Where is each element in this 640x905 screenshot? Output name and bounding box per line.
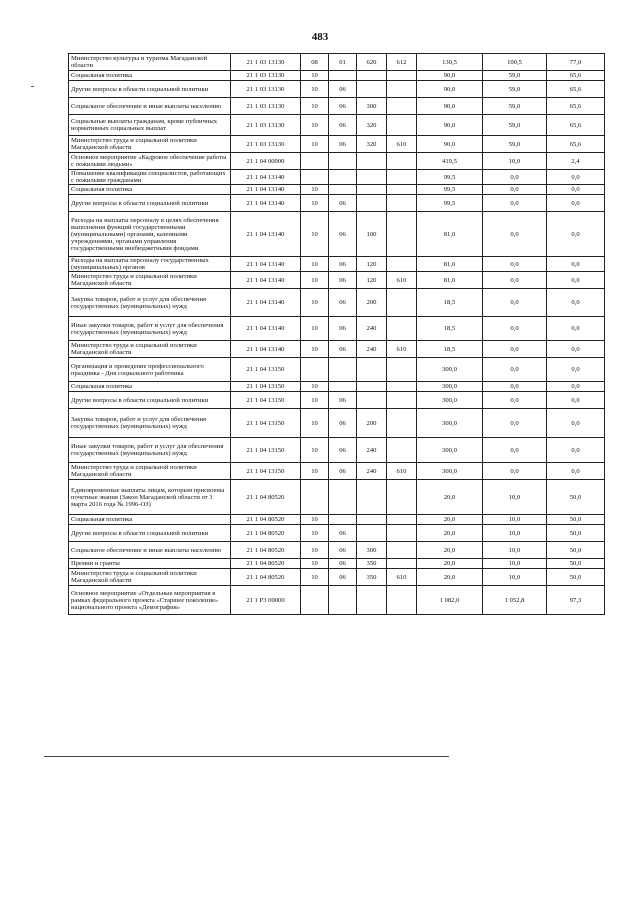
footer-rule	[44, 756, 449, 757]
table-row	[69, 382, 605, 392]
row-section: 10	[301, 392, 329, 409]
row-target-code: 21 1 04 13140	[231, 185, 301, 195]
row-section: 10	[301, 341, 329, 358]
row-admin-code: 610	[387, 569, 417, 586]
table-row	[69, 289, 605, 317]
row-target-code: 21 1 04 13140	[231, 170, 301, 185]
row-executed: 0,0	[483, 195, 547, 212]
row-section: 10	[301, 257, 329, 272]
row-subsection: 06	[329, 195, 357, 212]
row-executed: 0,0	[483, 341, 547, 358]
row-admin-code: 610	[387, 136, 417, 153]
row-plan: 99,5	[417, 185, 483, 195]
row-target-code: 21 1 04 00000	[231, 153, 301, 170]
table-row	[69, 212, 605, 257]
row-percent: 0,0	[547, 438, 605, 463]
row-plan: 90,0	[417, 71, 483, 81]
row-name: Повышение квалификации специалистов, работающих с пожилыми гражданами	[69, 170, 231, 185]
table-row	[69, 71, 605, 81]
row-percent: 0,0	[547, 358, 605, 382]
row-expense-type	[357, 586, 387, 615]
row-subsection	[329, 358, 357, 382]
table-row	[69, 195, 605, 212]
row-section	[301, 153, 329, 170]
row-executed: 0,0	[483, 463, 547, 480]
row-name: Основное мероприятие «Отдельные мероприятия в рамках федерального проекта «Старшее поколение» национального проекта «Демография»	[69, 586, 231, 615]
table-row	[69, 54, 605, 71]
row-expense-type: 120	[357, 272, 387, 289]
table-row	[69, 463, 605, 480]
row-target-code: 21 1 03 13130	[231, 115, 301, 136]
row-name: Другие вопросы в области социальной политики	[69, 525, 231, 542]
row-executed: 10,0	[483, 569, 547, 586]
row-percent: 2,4	[547, 153, 605, 170]
row-percent: 65,6	[547, 98, 605, 115]
row-subsection: 06	[329, 272, 357, 289]
row-subsection: 06	[329, 341, 357, 358]
row-admin-code	[387, 81, 417, 98]
table-row	[69, 525, 605, 542]
row-percent: 0,0	[547, 257, 605, 272]
row-section	[301, 170, 329, 185]
row-plan: 81,0	[417, 212, 483, 257]
row-target-code: 21 1 04 80520	[231, 569, 301, 586]
row-percent: 50,0	[547, 559, 605, 569]
row-executed: 10,0	[483, 559, 547, 569]
row-target-code: 21 1 04 13140	[231, 212, 301, 257]
row-percent: 0,0	[547, 392, 605, 409]
row-subsection	[329, 153, 357, 170]
row-percent: 0,0	[547, 170, 605, 185]
row-name: Социальное обеспечение и иные выплаты населению	[69, 542, 231, 559]
row-plan: 18,5	[417, 289, 483, 317]
scan-mark	[31, 86, 34, 87]
row-section	[301, 480, 329, 515]
row-section: 10	[301, 195, 329, 212]
row-percent: 0,0	[547, 195, 605, 212]
row-name: Иные закупки товаров, работ и услуг для обеспечения государственных (муниципальных) нужд	[69, 438, 231, 463]
table-row	[69, 480, 605, 515]
row-subsection: 01	[329, 54, 357, 71]
row-section: 10	[301, 463, 329, 480]
row-name: Министерство труда и социальной политики Магаданской области	[69, 463, 231, 480]
row-percent: 77,0	[547, 54, 605, 71]
row-expense-type: 240	[357, 341, 387, 358]
budget-table-body	[69, 54, 605, 615]
row-plan: 300,0	[417, 392, 483, 409]
row-subsection: 06	[329, 542, 357, 559]
row-subsection: 06	[329, 392, 357, 409]
row-section: 10	[301, 272, 329, 289]
row-name: Социальное обеспечение и иные выплаты населению	[69, 98, 231, 115]
row-target-code: 21 1 04 80520	[231, 525, 301, 542]
row-subsection	[329, 515, 357, 525]
row-admin-code	[387, 317, 417, 341]
table-row	[69, 341, 605, 358]
row-plan: 20,0	[417, 515, 483, 525]
row-subsection: 06	[329, 98, 357, 115]
row-plan: 1 082,0	[417, 586, 483, 615]
row-expense-type: 200	[357, 289, 387, 317]
row-plan: 300,0	[417, 358, 483, 382]
row-subsection: 06	[329, 136, 357, 153]
row-name: Другие вопросы в области социальной политики	[69, 195, 231, 212]
row-subsection	[329, 71, 357, 81]
row-section: 10	[301, 569, 329, 586]
row-executed: 10,0	[483, 515, 547, 525]
row-name: Закупка товаров, работ и услуг для обеспечения государственных (муниципальных) нужд	[69, 289, 231, 317]
row-target-code: 21 1 03 13130	[231, 136, 301, 153]
table-row	[69, 559, 605, 569]
row-subsection	[329, 480, 357, 515]
table-row	[69, 409, 605, 438]
row-admin-code	[387, 185, 417, 195]
row-name: Министерство труда и социальной политики Магаданской области	[69, 569, 231, 586]
row-percent: 65,6	[547, 136, 605, 153]
row-executed: 100,5	[483, 54, 547, 71]
row-percent: 0,0	[547, 272, 605, 289]
row-subsection: 06	[329, 559, 357, 569]
row-expense-type: 320	[357, 136, 387, 153]
row-executed: 0,0	[483, 358, 547, 382]
row-name: Основное мероприятие «Кадровое обеспечение работы с пожилыми людьми»	[69, 153, 231, 170]
row-expense-type	[357, 392, 387, 409]
row-name: Иные закупки товаров, работ и услуг для обеспечения государственных (муниципальных) нужд	[69, 317, 231, 341]
row-executed: 10,0	[483, 153, 547, 170]
row-percent: 50,0	[547, 569, 605, 586]
row-plan: 419,5	[417, 153, 483, 170]
row-name: Министерство труда и социальной политики Магаданской области	[69, 136, 231, 153]
row-percent: 0,0	[547, 341, 605, 358]
row-name: Социальная политика	[69, 185, 231, 195]
row-plan: 99,5	[417, 170, 483, 185]
row-expense-type	[357, 185, 387, 195]
page-number: 483	[311, 31, 329, 43]
table-row	[69, 569, 605, 586]
table-row	[69, 438, 605, 463]
row-percent: 0,0	[547, 463, 605, 480]
row-name: Расходы на выплаты персоналу в целях обеспечения выполнения функций государственными (муниципальными) органами, казенными учреждениями, органами управления государственными внебюджетными фондами	[69, 212, 231, 257]
row-name: Социальная политика	[69, 71, 231, 81]
row-expense-type: 300	[357, 98, 387, 115]
row-admin-code	[387, 559, 417, 569]
row-admin-code	[387, 542, 417, 559]
row-admin-code	[387, 382, 417, 392]
row-expense-type	[357, 525, 387, 542]
row-subsection	[329, 170, 357, 185]
row-expense-type	[357, 382, 387, 392]
row-plan: 300,0	[417, 382, 483, 392]
row-percent: 0,0	[547, 409, 605, 438]
row-section: 10	[301, 81, 329, 98]
row-admin-code	[387, 195, 417, 212]
table-row	[69, 81, 605, 98]
row-section: 10	[301, 525, 329, 542]
row-percent: 65,6	[547, 115, 605, 136]
row-expense-type: 100	[357, 212, 387, 257]
row-plan: 300,0	[417, 409, 483, 438]
table-row	[69, 170, 605, 185]
row-expense-type	[357, 515, 387, 525]
row-section: 10	[301, 71, 329, 81]
row-subsection: 06	[329, 569, 357, 586]
row-plan: 18,5	[417, 317, 483, 341]
row-name: Другие вопросы в области социальной политики	[69, 392, 231, 409]
row-expense-type	[357, 195, 387, 212]
row-section: 10	[301, 559, 329, 569]
row-subsection: 06	[329, 463, 357, 480]
row-section: 08	[301, 54, 329, 71]
row-name: Министерство труда и социальной политики Магаданской области	[69, 341, 231, 358]
row-percent: 50,0	[547, 542, 605, 559]
budget-table	[68, 53, 605, 615]
table-row	[69, 392, 605, 409]
row-percent: 50,0	[547, 480, 605, 515]
row-executed: 10,0	[483, 480, 547, 515]
row-admin-code: 610	[387, 272, 417, 289]
table-row	[69, 317, 605, 341]
row-executed: 59,0	[483, 71, 547, 81]
row-target-code: 21 1 04 13150	[231, 358, 301, 382]
row-plan: 90,0	[417, 115, 483, 136]
row-admin-code: 612	[387, 54, 417, 71]
row-admin-code	[387, 358, 417, 382]
row-target-code: 21 1 03 13130	[231, 98, 301, 115]
table-row	[69, 586, 605, 615]
row-admin-code	[387, 170, 417, 185]
row-executed: 0,0	[483, 409, 547, 438]
row-subsection: 06	[329, 289, 357, 317]
row-percent: 0,0	[547, 185, 605, 195]
row-admin-code	[387, 257, 417, 272]
row-subsection: 06	[329, 81, 357, 98]
row-subsection: 06	[329, 525, 357, 542]
row-target-code: 21 1 04 80520	[231, 559, 301, 569]
row-target-code: 21 1 04 13150	[231, 438, 301, 463]
row-executed: 10,0	[483, 525, 547, 542]
table-row	[69, 515, 605, 525]
row-target-code: 21 1 03 13130	[231, 54, 301, 71]
row-expense-type: 300	[357, 542, 387, 559]
row-subsection: 06	[329, 317, 357, 341]
row-percent: 50,0	[547, 515, 605, 525]
row-admin-code	[387, 153, 417, 170]
row-expense-type	[357, 358, 387, 382]
table-row	[69, 98, 605, 115]
row-name: Министерство труда и социальной политики Магаданской области	[69, 272, 231, 289]
row-expense-type: 620	[357, 54, 387, 71]
row-target-code: 21 1 04 80520	[231, 542, 301, 559]
row-subsection: 06	[329, 257, 357, 272]
row-name: Другие вопросы в области социальной политики	[69, 81, 231, 98]
row-name: Премии и гранты	[69, 559, 231, 569]
row-subsection: 06	[329, 438, 357, 463]
row-expense-type: 350	[357, 569, 387, 586]
row-expense-type	[357, 81, 387, 98]
row-executed: 0,0	[483, 170, 547, 185]
row-percent: 97,3	[547, 586, 605, 615]
row-expense-type: 240	[357, 438, 387, 463]
row-section: 10	[301, 136, 329, 153]
row-expense-type	[357, 480, 387, 515]
row-admin-code	[387, 480, 417, 515]
table-row	[69, 542, 605, 559]
row-executed: 0,0	[483, 317, 547, 341]
row-target-code: 21 1 04 13150	[231, 463, 301, 480]
row-target-code: 21 1 04 13150	[231, 392, 301, 409]
row-expense-type: 350	[357, 559, 387, 569]
row-percent: 0,0	[547, 382, 605, 392]
table-row	[69, 272, 605, 289]
row-subsection	[329, 586, 357, 615]
row-admin-code	[387, 586, 417, 615]
row-expense-type: 120	[357, 257, 387, 272]
row-subsection	[329, 185, 357, 195]
row-executed: 0,0	[483, 257, 547, 272]
row-expense-type: 320	[357, 115, 387, 136]
table-row	[69, 185, 605, 195]
row-executed: 0,0	[483, 382, 547, 392]
row-section	[301, 586, 329, 615]
row-executed: 59,0	[483, 98, 547, 115]
row-executed: 0,0	[483, 185, 547, 195]
row-name: Организация и проведение профессионального праздника - Дня социального работника	[69, 358, 231, 382]
row-percent: 65,6	[547, 81, 605, 98]
row-section: 10	[301, 409, 329, 438]
row-expense-type: 200	[357, 409, 387, 438]
row-section: 10	[301, 212, 329, 257]
table-row	[69, 115, 605, 136]
row-executed: 0,0	[483, 212, 547, 257]
row-expense-type	[357, 153, 387, 170]
row-section: 10	[301, 542, 329, 559]
row-target-code: 21 1 04 13140	[231, 272, 301, 289]
row-target-code: 21 1 04 13140	[231, 289, 301, 317]
row-target-code: 21 1 04 13140	[231, 195, 301, 212]
row-subsection: 06	[329, 115, 357, 136]
row-plan: 99,5	[417, 195, 483, 212]
row-plan: 20,0	[417, 525, 483, 542]
row-admin-code	[387, 212, 417, 257]
row-percent: 0,0	[547, 289, 605, 317]
row-percent: 65,6	[547, 71, 605, 81]
row-plan: 130,5	[417, 54, 483, 71]
row-name: Министерство культуры и туризма Магаданской области	[69, 54, 231, 71]
row-name: Расходы на выплаты персоналу государственных (муниципальных) органов	[69, 257, 231, 272]
row-name: Социальная политика	[69, 382, 231, 392]
row-admin-code	[387, 98, 417, 115]
table-row	[69, 153, 605, 170]
row-section: 10	[301, 98, 329, 115]
row-percent: 0,0	[547, 317, 605, 341]
row-subsection: 06	[329, 212, 357, 257]
row-plan: 90,0	[417, 98, 483, 115]
row-executed: 0,0	[483, 289, 547, 317]
row-section: 10	[301, 185, 329, 195]
table-row	[69, 136, 605, 153]
row-admin-code: 610	[387, 463, 417, 480]
row-plan: 20,0	[417, 480, 483, 515]
row-plan: 90,0	[417, 81, 483, 98]
row-section: 10	[301, 115, 329, 136]
row-executed: 10,0	[483, 542, 547, 559]
row-target-code: 21 1 04 13140	[231, 341, 301, 358]
row-admin-code	[387, 392, 417, 409]
row-expense-type: 240	[357, 463, 387, 480]
row-plan: 20,0	[417, 559, 483, 569]
row-plan: 300,0	[417, 438, 483, 463]
row-admin-code: 610	[387, 341, 417, 358]
row-executed: 59,0	[483, 115, 547, 136]
row-name: Единовременные выплаты лицам, которым присвоены почетные звания (Закон Магаданской области от 3 марта 2016 года № 1996-ОЗ)	[69, 480, 231, 515]
row-target-code: 21 1 04 13150	[231, 382, 301, 392]
row-section: 10	[301, 317, 329, 341]
row-percent: 0,0	[547, 212, 605, 257]
row-expense-type: 240	[357, 317, 387, 341]
row-admin-code	[387, 115, 417, 136]
row-plan: 81,0	[417, 272, 483, 289]
row-expense-type	[357, 71, 387, 81]
row-admin-code	[387, 289, 417, 317]
row-name: Социальные выплаты гражданам, кроме публичных нормативных социальных выплат	[69, 115, 231, 136]
row-admin-code	[387, 438, 417, 463]
table-row	[69, 358, 605, 382]
row-admin-code	[387, 409, 417, 438]
row-target-code: 21 1 03 13130	[231, 81, 301, 98]
row-admin-code	[387, 71, 417, 81]
row-expense-type	[357, 170, 387, 185]
row-plan: 18,5	[417, 341, 483, 358]
row-target-code: 21 1 04 13140	[231, 317, 301, 341]
row-target-code: 21 1 P3 00000	[231, 586, 301, 615]
row-plan: 90,0	[417, 136, 483, 153]
row-target-code: 21 1 03 13130	[231, 71, 301, 81]
row-subsection: 06	[329, 409, 357, 438]
row-admin-code	[387, 515, 417, 525]
row-section: 10	[301, 382, 329, 392]
row-executed: 0,0	[483, 272, 547, 289]
row-plan: 81,0	[417, 257, 483, 272]
row-section	[301, 358, 329, 382]
row-plan: 300,0	[417, 463, 483, 480]
row-section: 10	[301, 289, 329, 317]
row-name: Социальная политика	[69, 515, 231, 525]
row-target-code: 21 1 04 80520	[231, 515, 301, 525]
row-executed: 59,0	[483, 81, 547, 98]
row-executed: 0,0	[483, 392, 547, 409]
row-plan: 20,0	[417, 542, 483, 559]
row-executed: 1 052,8	[483, 586, 547, 615]
row-executed: 0,0	[483, 438, 547, 463]
row-section: 10	[301, 515, 329, 525]
row-name: Закупка товаров, работ и услуг для обеспечения государственных (муниципальных) нужд	[69, 409, 231, 438]
row-percent: 50,0	[547, 525, 605, 542]
row-section: 10	[301, 438, 329, 463]
row-target-code: 21 1 04 13150	[231, 409, 301, 438]
row-executed: 59,0	[483, 136, 547, 153]
row-target-code: 21 1 04 13140	[231, 257, 301, 272]
row-target-code: 21 1 04 80520	[231, 480, 301, 515]
table-row	[69, 257, 605, 272]
row-admin-code	[387, 525, 417, 542]
row-subsection	[329, 382, 357, 392]
row-plan: 20,0	[417, 569, 483, 586]
